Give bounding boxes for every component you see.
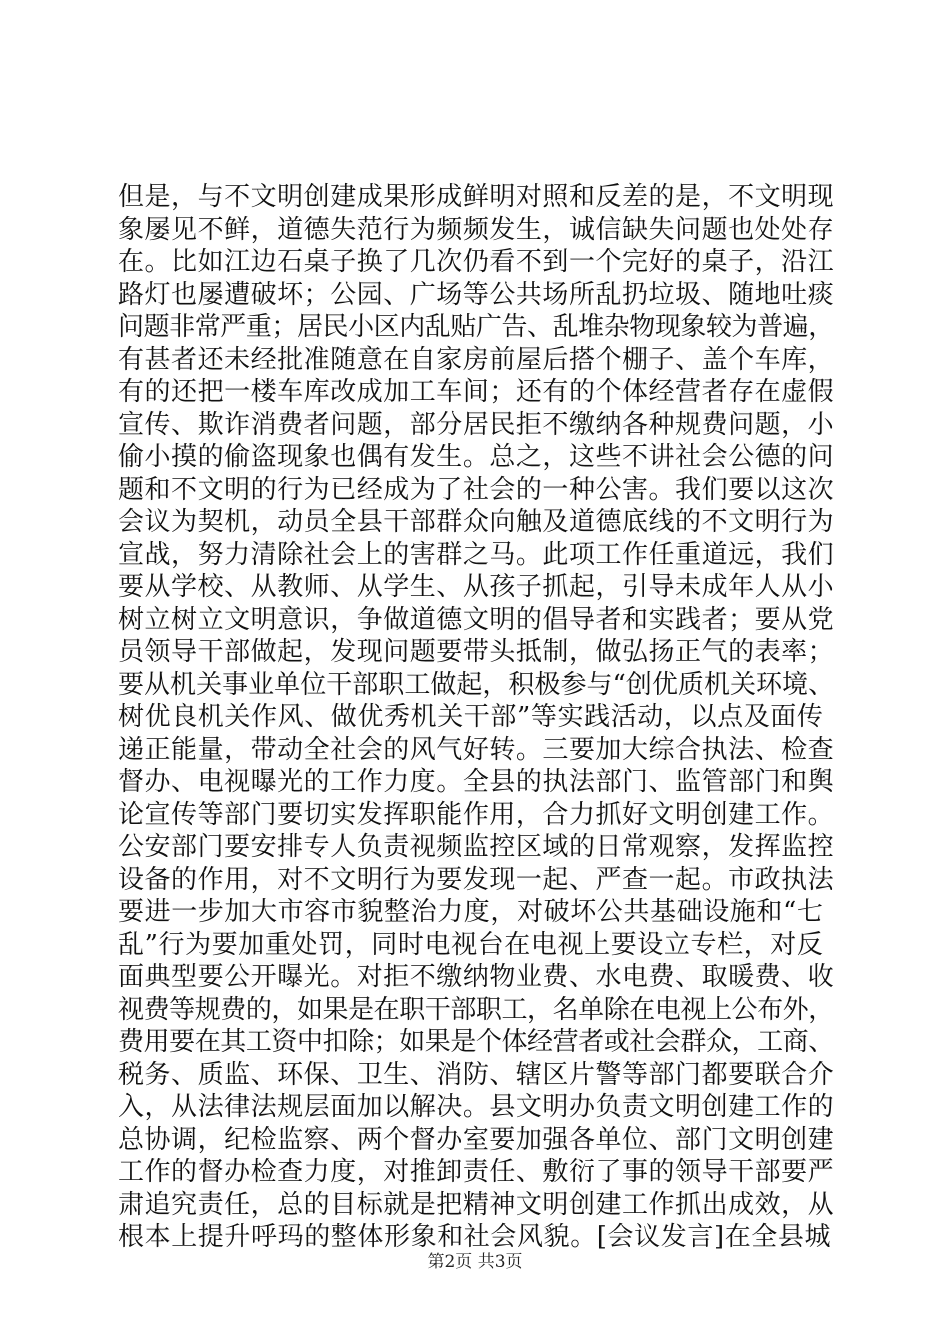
text-line: 论宣传等部门要切实发挥职能作用，合力抓好文明创建工作。 — [118, 799, 834, 830]
text-line: 会议为契机，动员全县干部群众向触及道德底线的不文明行为 — [118, 507, 834, 537]
text-line: 宣传、欺诈消费者问题，部分居民拒不缴纳各种规费问题，小 — [118, 409, 834, 440]
text-line: 递正能量，带动全社会的风气好转。三要加大综合执法、检查 — [118, 734, 834, 765]
text-line: 树立树立文明意识，争做道德文明的倡导者和实践者；要从党 — [118, 604, 834, 635]
text-line: 乱”行为要加重处罚，同时电视台在电视上要设立专栏，对反 — [118, 929, 824, 960]
text-line: 费用要在其工资中扣除；如果是个体经营者或社会群众，工商、 — [118, 1027, 834, 1057]
text-line: 题和不文明的行为已经成为了社会的一种公害。我们要以这次 — [118, 474, 834, 505]
text-line: 在。比如江边石桌子换了几次仍看不到一个完好的桌子，沿江 — [118, 247, 834, 277]
text-line: 问题非常严重；居民小区内乱贴广告、乱堆杂物现象较为普遍， — [118, 312, 834, 342]
text-line: 路灯也屡遭破坏；公园、广场等公共场所乱扔垃圾、随地吐痰 — [118, 279, 834, 310]
text-line: 要从学校、从教师、从学生、从孩子抓起，引导未成年人从小 — [118, 572, 834, 602]
text-line: 税务、质监、环保、卫生、消防、辖区片警等部门都要联合介 — [118, 1059, 834, 1090]
text-line: 肃追究责任，总的目标就是把精神文明创建工作抓出成效，从 — [118, 1189, 834, 1220]
text-line: 要进一步加大市容市貌整治力度，对破坏公共基础设施和“七 — [118, 897, 824, 927]
text-line: 面典型要公开曝光。对拒不缴纳物业费、水电费、取暖费、收 — [118, 962, 834, 992]
text-line: 偷小摸的偷盗现象也偶有发生。总之，这些不讲社会公德的问 — [118, 442, 834, 472]
text-line: 有甚者还未经批准随意在自家房前屋后搭个棚子、盖个车库， — [118, 344, 834, 375]
text-line: 要从机关事业单位干部职工做起，积极参与“创优质机关环境、 — [118, 669, 834, 700]
page-footer: 第2页 共3页 — [427, 1252, 523, 1272]
text-line: 设备的作用，对不文明行为要发现一起、严查一起。市政执法 — [118, 864, 834, 895]
text-line: 但是，与不文明创建成果形成鲜明对照和反差的是，不文明现 — [118, 182, 834, 212]
text-line: 入，从法律法规层面加以解决。县文明办负责文明创建工作的 — [118, 1092, 834, 1122]
text-line: 员领导干部做起，发现问题要带头抵制，做弘扬正气的表率； — [118, 637, 834, 667]
text-line: 公安部门要安排专人负责视频监控区域的日常观察，发挥监控 — [118, 832, 834, 862]
text-line: 根本上提升呼玛的整体形象和社会风貌。[会议发言]在全县城 — [118, 1222, 832, 1252]
text-line: 有的还把一楼车库改成加工车间；还有的个体经营者存在虚假 — [118, 377, 834, 407]
text-line: 象屡见不鲜，道德失范行为频频发生，诚信缺失问题也处处存 — [118, 214, 834, 245]
text-line: 视费等规费的，如果是在职干部职工，名单除在电视上公布外， — [118, 994, 834, 1025]
body-paragraph — [118, 181, 834, 1254]
text-line: 树优良机关作风、做优秀机关干部”等实践活动，以点及面传 — [118, 702, 824, 732]
text-line: 工作的督办检查力度，对推卸责任、敷衍了事的领导干部要严 — [118, 1157, 834, 1187]
text-line: 总协调，纪检监察、两个督办室要加强各单位、部门文明创建 — [118, 1124, 834, 1155]
text-line: 宣战，努力清除社会上的害群之马。此项工作任重道远，我们 — [118, 539, 834, 570]
text-line: 督办、电视曝光的工作力度。全县的执法部门、监管部门和舆 — [118, 767, 834, 797]
